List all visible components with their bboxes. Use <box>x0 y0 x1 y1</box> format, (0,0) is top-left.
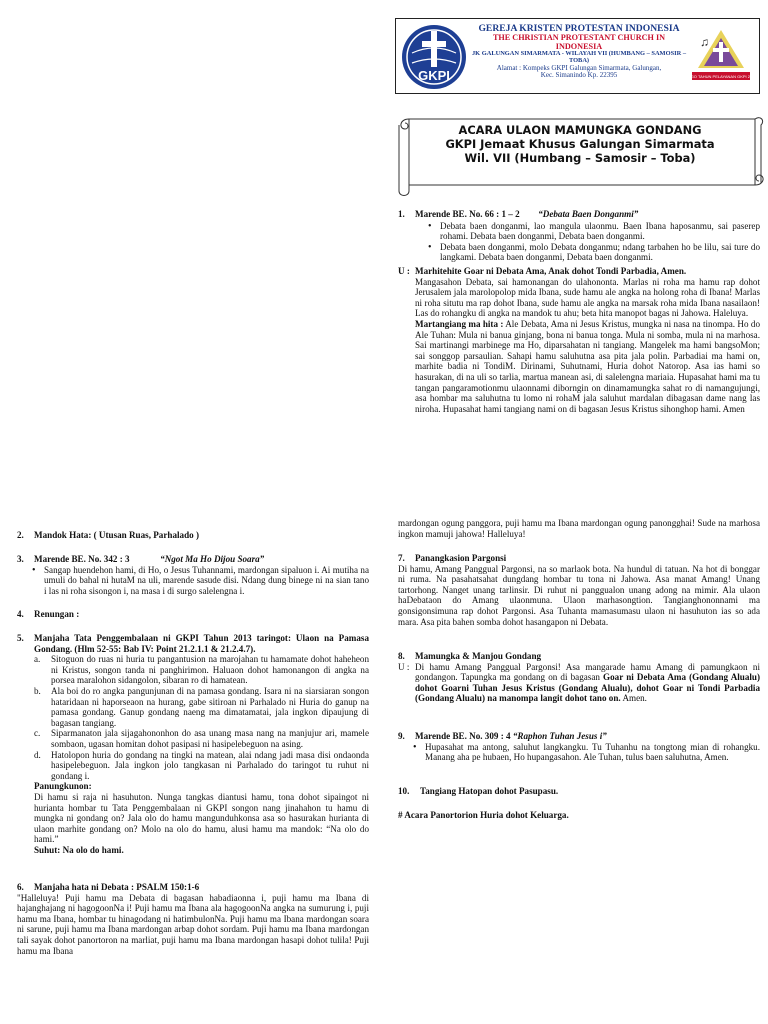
section-number: 8. <box>398 651 405 661</box>
hymn-song-name: “Ngot Ma Ho Dijou Soara” <box>160 554 265 564</box>
address-line-2: Kec. Simanindo Kp. 22395 <box>540 71 618 80</box>
title-line-3: Wil. VII (Humbang – Samosir – Toba) <box>464 150 696 165</box>
section-title: Manjaha hata ni Debata : PSALM 150:1-6 <box>34 882 200 892</box>
closing-note: # Acara Panortorion Huria dohot Keluarga. <box>398 810 569 820</box>
title-line-1: ACARA ULAON MAMUNGKA GONDANG <box>458 123 702 137</box>
section-5 <box>17 633 369 855</box>
section-number: 9. <box>398 731 405 741</box>
hymn-title: Marende BE. No. 342 : 3 <box>34 554 130 564</box>
section-number: 3. <box>17 554 24 564</box>
section-number: 10. <box>398 786 410 796</box>
suhut-text: Na olo do hami. <box>62 844 124 855</box>
list-item: b. Ala boi do ro angka pangunjunan di na pamasa gondang. Isara ni na siarsiaran songon hataridaan ni haporseaon na hurang, gabe sitiroan ni Parhalado ni Huria do ganup na pamasa gondang. Ganup gondang naeng ma dimatamatai, jala ingkon dipaujung di bagasan tangiang. <box>34 685 369 728</box>
list-item: d. Hatolopon huria do gondang na tingki na matean, alai ndang jadi masa disi ondaonda hasipelebeguon. Jala ingkon jolo tangkasan ni Parhalado do taringot tu ruhut ni gondang i. <box>34 749 369 781</box>
section-u-opening <box>398 266 760 414</box>
letterhead-text <box>470 24 688 79</box>
section-7 <box>398 553 760 627</box>
suhut-response <box>17 845 369 856</box>
list-item: c. Siparmanaton jala sijagahononhon do asa unang masa nang na manjujur ari, mamele sombaon, ugasan homitan dohot pasipasi ni hasipelebeguon na asing. <box>34 728 369 749</box>
section-10 <box>398 786 760 797</box>
section-3 <box>17 554 369 596</box>
hymn-song-name: “Debata Baen Donganmi” <box>538 209 639 219</box>
svg-text:LOGO TAHUN PELAYANAN GKPI 2014: LOGO TAHUN PELAYANAN GKPI 2014 <box>685 74 757 79</box>
service-year-logo <box>685 24 757 82</box>
program-title <box>410 124 750 166</box>
section-title: Tangiang Hatopan dohot Pasupasu. <box>420 786 559 796</box>
prayer-label: Martangiang ma hita : <box>415 318 504 329</box>
section-title: Panangkasion Pargonsi <box>415 553 507 563</box>
svg-text:♫: ♫ <box>700 35 709 49</box>
suhut-label: Suhut: <box>34 844 61 855</box>
section-title: Mamungka & Manjou Gondang <box>415 651 542 661</box>
section-number: 1. <box>398 209 405 219</box>
opening-title: Marhitehite Goar ni Debata Ama, Anak dohot Tondi Parbadia, Amen. <box>415 266 687 276</box>
section-8: 8. Mamungka & Manjou Gondang U : Di hamu Amang Panggual Pargonsi! Asa mangarade hamu Amang di pamungkaon ni gondangon. Tapungka ma gondang on di bagasan Goar ni Debata Ama (Gondang Alualu) dohot Goarni Tuhan Jesus Kristus (Gondang Alualu), dohot Goar ni Tondi Parbadia (Gondang Alualu) na manompa langit dohot tano on. Amen. <box>398 651 761 704</box>
title-line-2: GKPI Jemaat Khusus Galungan Simarmata <box>445 136 715 151</box>
panungkunon-text: Di hamu si raja ni hasuhuton. Nunga tangkas diantusi hamu, tona dohot sipaingot ni hurianta hombar tu Tata Penggembalaan ni GKPI songon nang jinahahon tu hamu di mungka ni gondang on? Jala olo do hamu mangunduhkonsa asa so hasurakan hurianta di ulaon marhite gondang on? Molo na olo do hamu, alusi hamu ma mandok: “Na olo do hami.” <box>34 791 369 845</box>
section-9 <box>398 731 760 763</box>
section-number: 2. <box>17 530 24 540</box>
prayer-paragraph <box>398 319 760 414</box>
hymn-song-name: “Raphon Tuhan Jesus i” <box>512 731 607 741</box>
prayer-text: Ale Debata, Ama ni Jesus Kristus, mungka ni nasa na tinompa. Ho do Ale Tuhan: Mula ni banua ginjang, bona ni banua tonga. Mula ni somba, mula ni na marhosa. Sai martinangi marbinege ma Ho, diparsahatan ni tangiang. Mangelek ma hami bangsoMon; sai songgop parsaulian. Sahapi hamu saluhutna asa pita jala polin. Parbadiai ma hami on, marhite badia ni TondiM. Dirinami, Suhutnami, Huria dohot Natorop. Asa ias hami so hasurakan, di na uli so tarlia, martua manean asi, di salelengna mariaia. Hupasahat hami ma tu tangan pangaramotionmu ulaonnami diborngin on dinamamungka sahat ro di namangujungi, asa hombar ma saluhutna tu lomo ni rohaM jala saluhut mardalan dibagasan dame nang las niroha. Hupasahat hami tangiang nami on di bagasan Jesus Kristus sihonghop hami. Amen <box>415 318 760 414</box>
church-name-english: THE CHRISTIAN PROTESTANT CHURCH IN INDONESIA <box>492 33 666 51</box>
opening-text: Mangasahon Debata, sai hamonangan do ulahononta. Marlas ni roha ma hamu rap dohot Jerusalem jala marolopolop mida Ibana, sude hamu ale angka na holong roha di Ibana! Marlas ni roha situtu ma rap dohot Ibana, sude hamu ale angka na marsak roha mida Ibana nasailaon! Las do rohangku di angka na mandok tu ahu; beta hita manopot bagas ni Jahowa. Haleluya. <box>415 276 760 319</box>
hymn-verse: • Hupasahat ma antong, saluhut langkangku. Tu Tuhanhu na tongtong mian di rohangku. Manang aha pe hubaen, Ho hupangasahon. Ale Tuhan, tulus baen saluhutna, Amen. <box>413 742 760 763</box>
hymn-verse: • Sangap huendehon hami, di Ho, o Jesus Tuhannami, mardongan sipaluon i. Ai mutiha na umuli do bahal ni hutaM na uli, marende sasude disi. Ndang dung binege ni na sian tano i las ni roha sisongon i, na masa i di surgo salelengna i. <box>32 565 369 597</box>
section-number: 5. <box>17 633 24 643</box>
psalm-text: "Halleluya! Puji hamu ma Debata di bagasan habadiaonna i, puji hamu ma Ibana di hajanghajang ni hagogoonNa i! Puji hamu ma Ibana ala hagogoonNa angka na sumurung i, puji hamu ma Ibana, hombar tu hinagodang ni hatimbulonNa. Puji hamu ma Ibana mardongan soara ni sarune, puji hamu ma Ibana mardongan arbap dohot sordam. Puji hamu ma Ibana mardongan tali sayak dohot panortoron na marliat, puji hamu ma Ibana mardongan hasapi dohot tulila! Puji hamu ma Ibana <box>17 892 369 956</box>
section-title: Manjaha Tata Penggembalaan ni GKPI Tahun 2013 taringot: Ulaon na Pamasa Gondang. (Hlm 52-55: Bab IV: Point 21.2.1.1 & 21.2.4.7). <box>34 633 369 654</box>
gkpi-logo <box>400 23 468 91</box>
leader-prefix: U : <box>398 266 410 276</box>
hymn-verse: • Debata baen donganmi, molo Debata donganmu; ndang tarbahen ho be lilu, sai ture do langkami. Debata baen donganmi, Debata baen donganmi. <box>428 242 760 263</box>
pargonsi-text: Di hamu, Amang Panggual Pargonsi, na so marlaok bota. Na hundul di tatuan. Na hot di bonggar ni ruma. Na pasahatsahat dungdang hombar tu tona ni Jahowa. Asa manat Amang! Unang tartorhong. Nanget unang tarlinsir. Di ruhut ni panggualon unang adong na mimir. Ala ulaon haDebataon do Amang ulaonmuna. Ulaon marhasongtion. Tangianghononnami ma gonsigonsimuna rap dohot Pargonsi. Asa Tuhanta mamasumasu ulaon ni hasuhuton ias so ada mara. Asa pita bahen somba dohot hasangapon ni Debata. <box>398 563 760 627</box>
leader-prefix: U : <box>398 661 410 672</box>
section-title: Mandok Hata: ( Utusan Ruas, Parhalado ) <box>34 530 199 540</box>
section-4 <box>17 609 369 620</box>
section-number: 6. <box>17 882 24 892</box>
section-number: 7. <box>398 553 405 563</box>
svg-text:GKPI: GKPI <box>418 68 450 83</box>
section-title: Renungan : <box>34 609 80 619</box>
branch-name: JK GALUNGAN SIMARMATA - WILAYAH VII (HUMBANG – SAMOSIR – TOBA) <box>471 50 687 64</box>
psalm-text-continued: mardongan ogung panggora, puji hamu ma Ibana mardongan ogung panongghai! Sude na marhosa ingkon mamuji jahowa! Halleluya! <box>398 518 760 539</box>
section-2 <box>17 530 369 541</box>
list-item: a. Sitoguon do ruas ni huria tu pangantusion na marojahan tu hamamate dohot haheheon ni Kristus, songon tanda ni panghirimon. Haluaon dohot hamonangon di angka na porsea maralohon sidangolon, sibaran ro di hamatean. <box>34 654 369 686</box>
hymn-title: Marende BE. No. 309 : 4 <box>415 731 511 741</box>
hymn-verse: • Debata baen donganmi, lao mangula ulaonmu. Baen Ibana haposanmu, sai paserep rohami. Debata baen donganmi, Debata baen donganmi. <box>428 221 760 242</box>
church-name: GEREJA KRISTEN PROTESTAN INDONESIA <box>478 23 680 34</box>
panungkunon-label: Panungkunon: <box>34 781 92 792</box>
section-6 <box>17 882 369 956</box>
address-line-1: Alamat : Kompeks GKPI Galungan Simarmata, Galungan, <box>496 63 662 72</box>
section-number: 4. <box>17 609 24 619</box>
hymn-title: Marende BE. No. 66 : 1 – 2 <box>415 209 520 219</box>
section-1 <box>398 209 760 263</box>
